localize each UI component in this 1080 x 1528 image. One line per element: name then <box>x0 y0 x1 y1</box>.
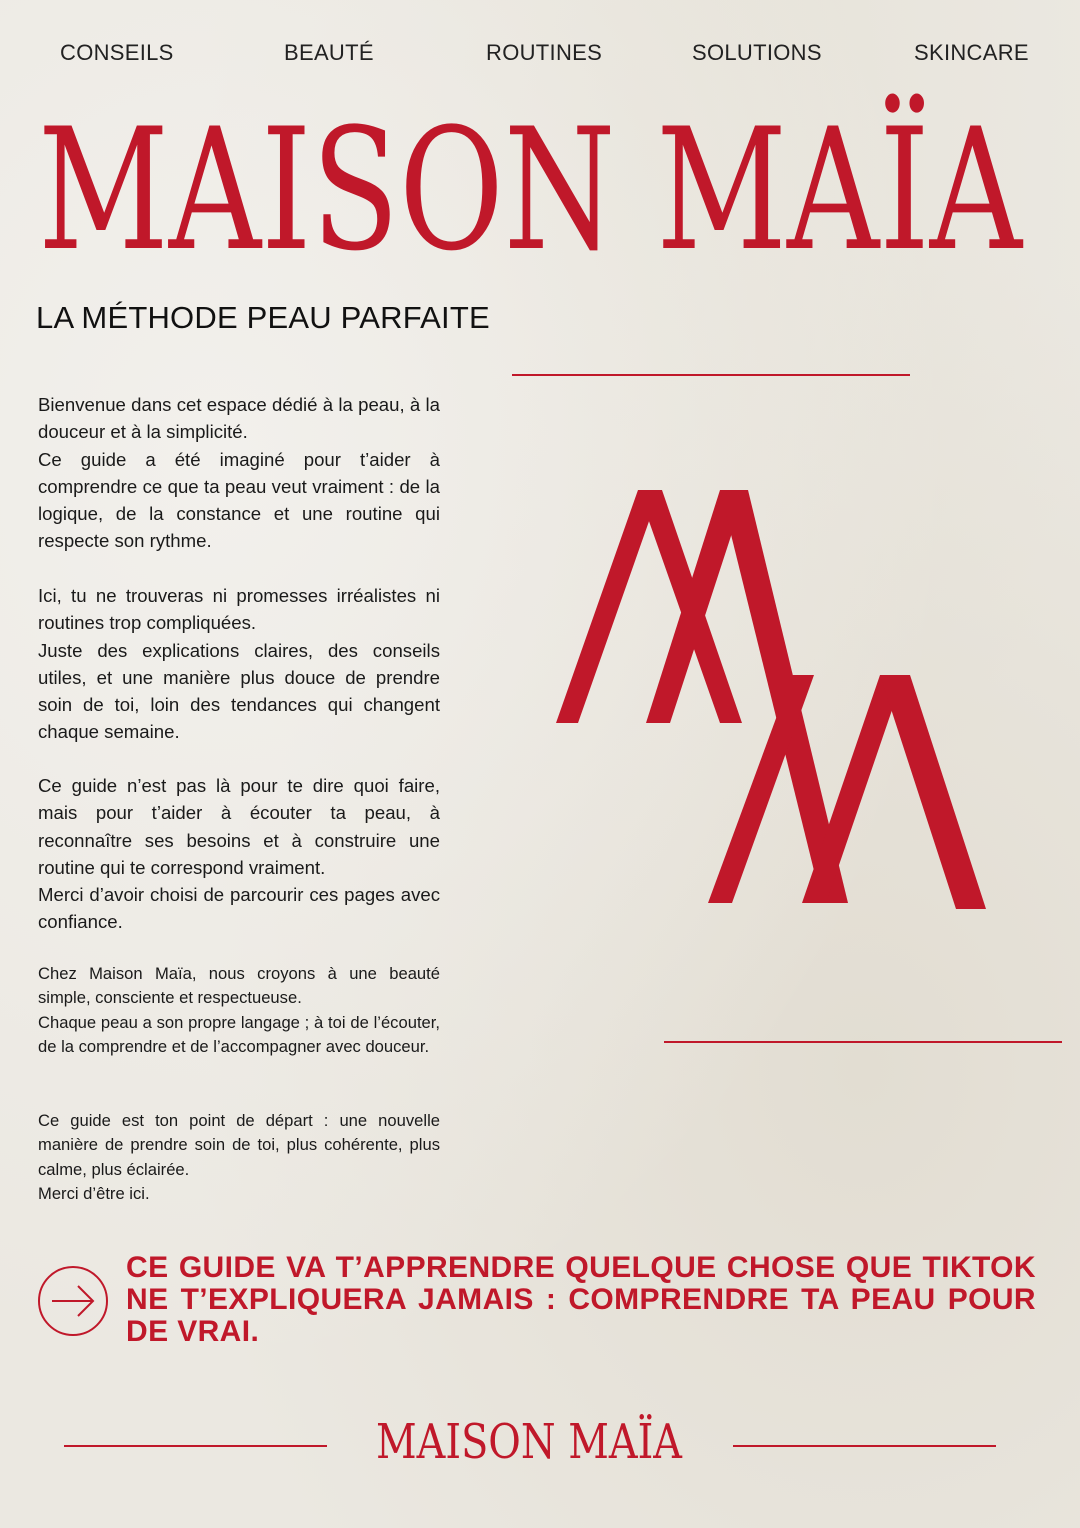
footer-rule-left <box>64 1445 327 1447</box>
intro-block-2 <box>38 582 440 746</box>
paragraph: Merci d’être ici. <box>38 1183 150 1203</box>
paragraph: Merci d’avoir choisi de parcourir ces pages avec confiance. <box>38 884 440 933</box>
nav-solutions[interactable]: SOLUTIONS <box>692 40 822 65</box>
nav-beaute[interactable]: BEAUTÉ <box>284 40 374 65</box>
paragraph: Chaque peau a son propre langage ; à toi de l’écouter, de la comprendre et de l’accompagner avec douceur. <box>38 1012 440 1056</box>
intro-block-3 <box>38 772 440 936</box>
monogram-mm-icon <box>550 485 990 915</box>
divider-bottom <box>664 1041 1062 1043</box>
nav-routines[interactable]: ROUTINES <box>486 40 603 65</box>
nav-conseils[interactable]: CONSEILS <box>60 40 174 65</box>
paragraph: Ce guide n’est pas là pour te dire quoi faire, mais pour t’aider à écouter ta peau, à reconnaître ses besoins et à construire une routine qui te correspond vraiment. <box>38 775 440 878</box>
divider-top <box>512 374 910 376</box>
paragraph: Juste des explications claires, des conseils utiles, et une manière plus douce de prendre soin de toi, loin des tendances qui changent chaque semaine. <box>38 639 440 743</box>
paragraph: Chez Maison Maïa, nous croyons à une beauté simple, consciente et respectueuse. <box>38 964 440 1008</box>
paragraph: Bienvenue dans cet espace dédié à la peau, à la douceur et à la simplicité. <box>38 394 440 443</box>
brand-logo <box>38 92 1024 288</box>
cta-headline: CE GUIDE VA T’APPRENDRE QUELQUE CHOSE QUE TIKTOK NE T’EXPLIQUERA JAMAIS : COMPRENDRE TA PEAU POUR DE VRAI. <box>126 1251 1036 1348</box>
footer-rule-right <box>733 1445 996 1447</box>
nav-skincare[interactable]: SKINCARE <box>914 40 1029 65</box>
paragraph: Ce guide a été imaginé pour t’aider à comprendre ce que ta peau veut vraiment : de la logique, de la constance et une routine qui respecte son rythme. <box>38 448 440 552</box>
paragraph: Ce guide est ton point de départ : une nouvelle manière de prendre soin de toi, plus cohérente, plus calme, plus éclairée. <box>38 1111 440 1179</box>
intro-block-4 <box>38 962 440 1059</box>
top-nav <box>0 40 1080 70</box>
intro-block-5 <box>38 1109 440 1206</box>
page-subtitle: LA MÉTHODE PEAU PARFAITE <box>36 300 490 335</box>
arrow-right-circle-icon[interactable] <box>37 1265 109 1337</box>
footer-logo-text: MAISON MAÏA <box>376 1414 746 1470</box>
paragraph: Ici, tu ne trouveras ni promesses irréalistes ni routines trop compliquées. <box>38 585 440 634</box>
brand-logo-text: MAISON MAÏA <box>38 92 1024 288</box>
footer-logo <box>376 1414 746 1470</box>
intro-block-1 <box>38 391 440 555</box>
